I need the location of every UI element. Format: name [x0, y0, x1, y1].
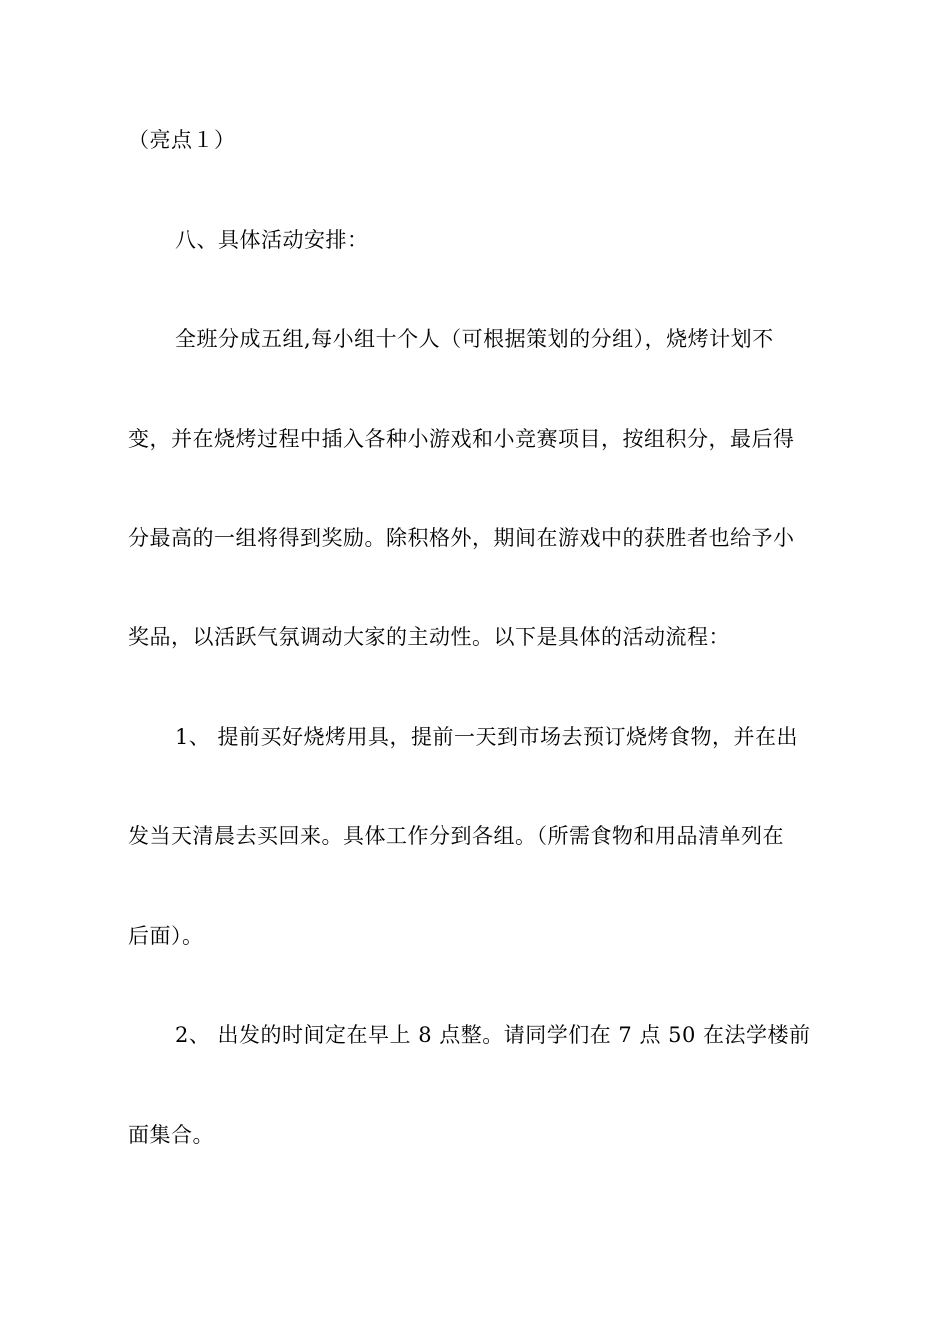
- paragraph-line: 分最高的一组将得到奖励。除积格外，期间在游戏中的获胜者也给予小: [128, 526, 795, 550]
- list-item-line: 后面）。: [128, 924, 204, 948]
- list-item-line: 1、 提前买好烧烤用具，提前一天到市场去预订烧烤食物，并在出: [175, 725, 799, 749]
- list-item-line: 2、 出发的时间定在早上 8 点整。请同学们在 7 点 50 在法学楼前: [175, 1023, 811, 1047]
- list-item-line: 面集合。: [128, 1123, 214, 1147]
- paragraph-line: 全班分成五组,每小组十个人（可根据策划的分组），烧烤计划不: [175, 327, 774, 351]
- paragraph-line: 变，并在烧烤过程中插入各种小游戏和小竞赛项目，按组积分，最后得: [128, 427, 795, 451]
- highlight-note: （亮点１）: [128, 128, 236, 152]
- list-item-line: 发当天清晨去买回来。具体工作分到各组。（所需食物和用品清单列在: [128, 824, 784, 848]
- section-heading: 八、具体活动安排：: [175, 228, 369, 252]
- paragraph-line: 奖品，以活跃气氛调动大家的主动性。以下是具体的活动流程：: [128, 625, 730, 649]
